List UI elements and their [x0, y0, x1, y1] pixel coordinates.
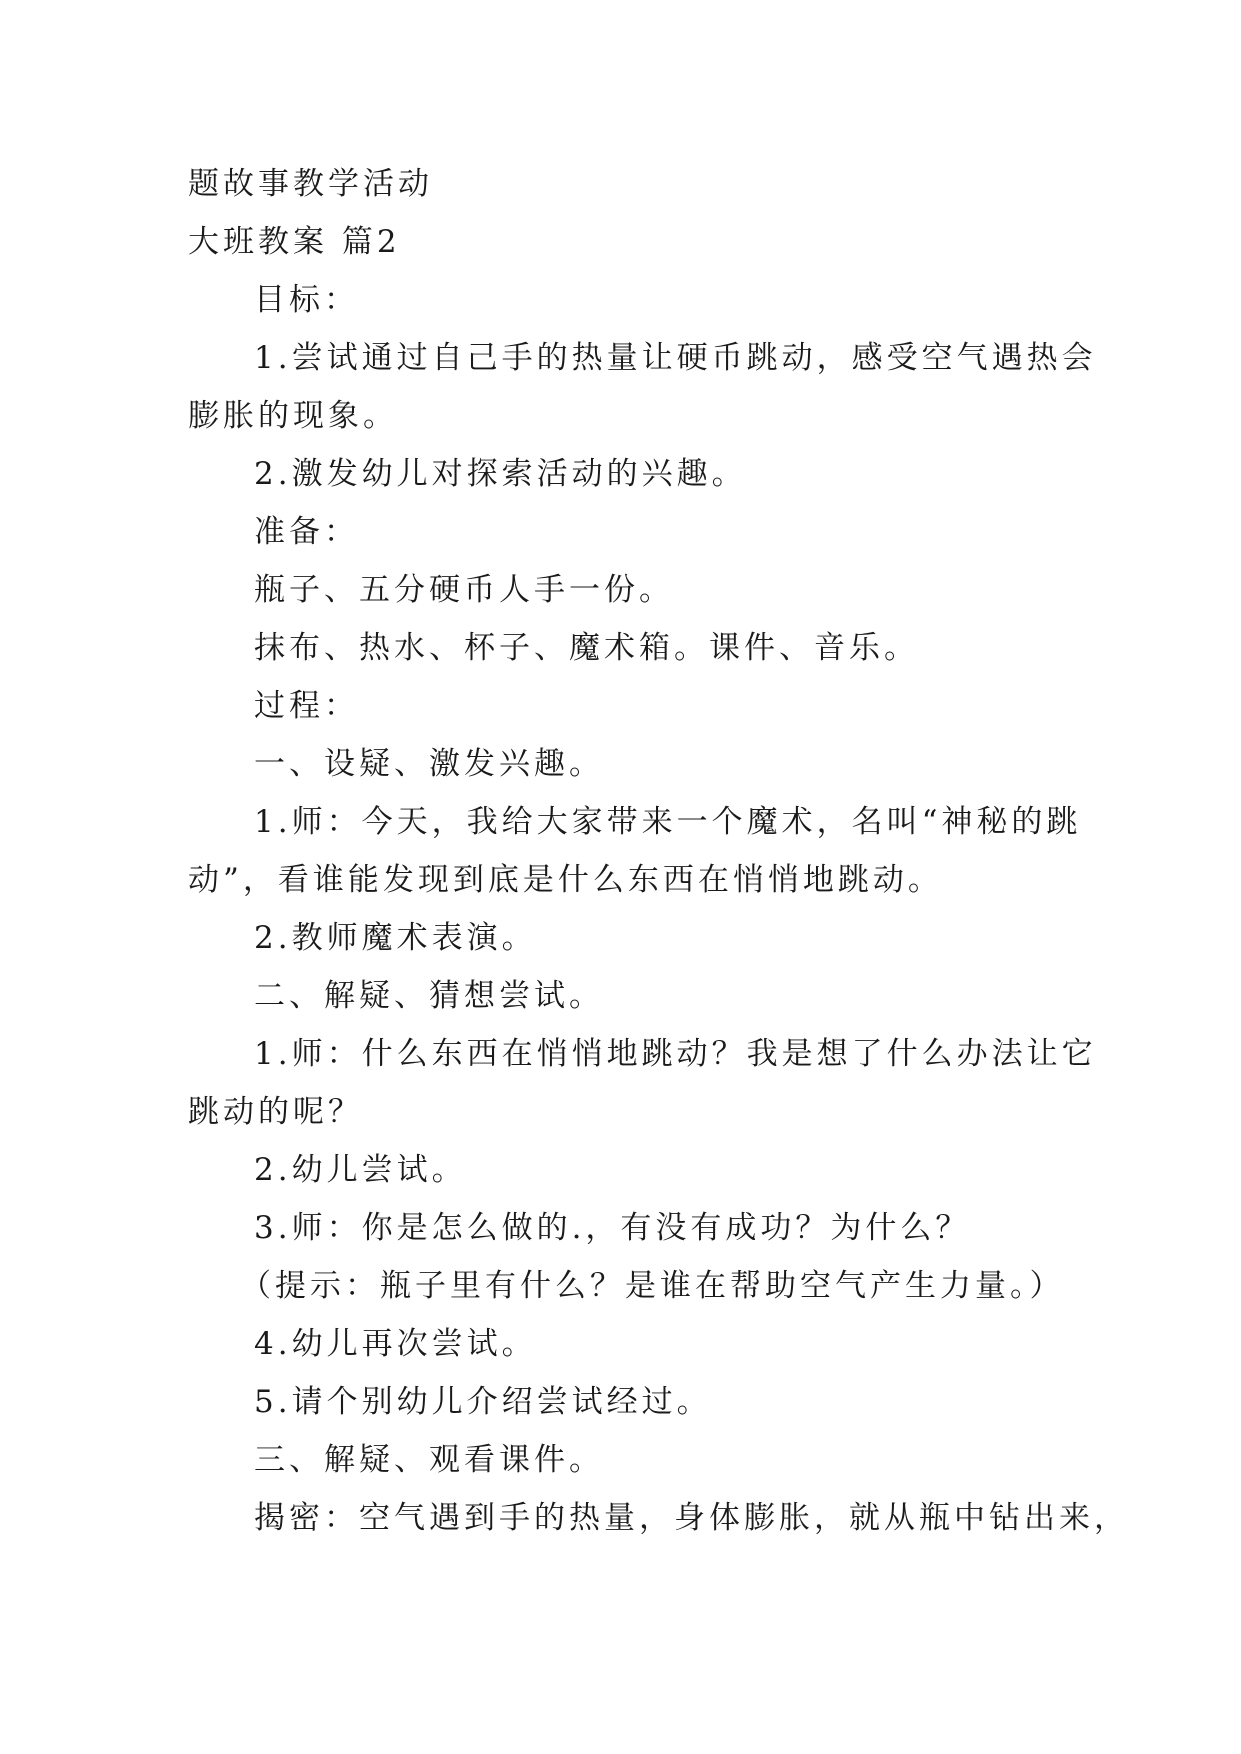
text-line: 1.尝试通过自己手的热量让硬币跳动，感受空气遇热会: [254, 340, 1097, 376]
text-line: 跳动的呢？: [188, 1094, 363, 1130]
text-line: 4.幼儿再次尝试。: [254, 1326, 537, 1362]
text-line: 揭密：空气遇到手的热量，身体膨胀，就从瓶中钻出来，: [254, 1500, 1129, 1536]
text-line: 三、解疑、观看课件。: [254, 1442, 604, 1478]
text-line: 5.请个别幼儿介绍尝试经过。: [254, 1384, 712, 1420]
text-line: 准备：: [254, 514, 359, 550]
text-line: 3.师：你是怎么做的.，有没有成功？为什么？: [254, 1210, 971, 1246]
section-heading: 大班教案 篇2: [188, 224, 401, 260]
text-line: 瓶子、五分硬币人手一份。: [254, 572, 674, 608]
text-line: 1.师：什么东西在悄悄地跳动？我是想了什么办法让它: [254, 1036, 1097, 1072]
text-line: 二、解疑、猜想尝试。: [254, 978, 604, 1014]
text-line: 一、设疑、激发兴趣。: [254, 746, 604, 782]
text-line: 膨胀的现象。: [188, 398, 398, 434]
text-line: 抹布、热水、杯子、魔术箱。课件、音乐。: [254, 630, 919, 666]
text-line: 2.幼儿尝试。: [254, 1152, 467, 1188]
text-line: 1.师：今天，我给大家带来一个魔术，名叫“神秘的跳: [254, 804, 1082, 840]
text-line: 动”，看谁能发现到底是什么东西在悄悄地跳动。: [188, 862, 943, 898]
text-line: 题故事教学活动: [188, 166, 433, 202]
text-line: 2.教师魔术表演。: [254, 920, 537, 956]
text-line: 过程：: [254, 688, 359, 724]
text-line: 目标：: [254, 282, 359, 318]
text-line: （提示：瓶子里有什么？是谁在帮助空气产生力量。）: [240, 1268, 1065, 1304]
text-line: 2.激发幼儿对探索活动的兴趣。: [254, 456, 747, 492]
